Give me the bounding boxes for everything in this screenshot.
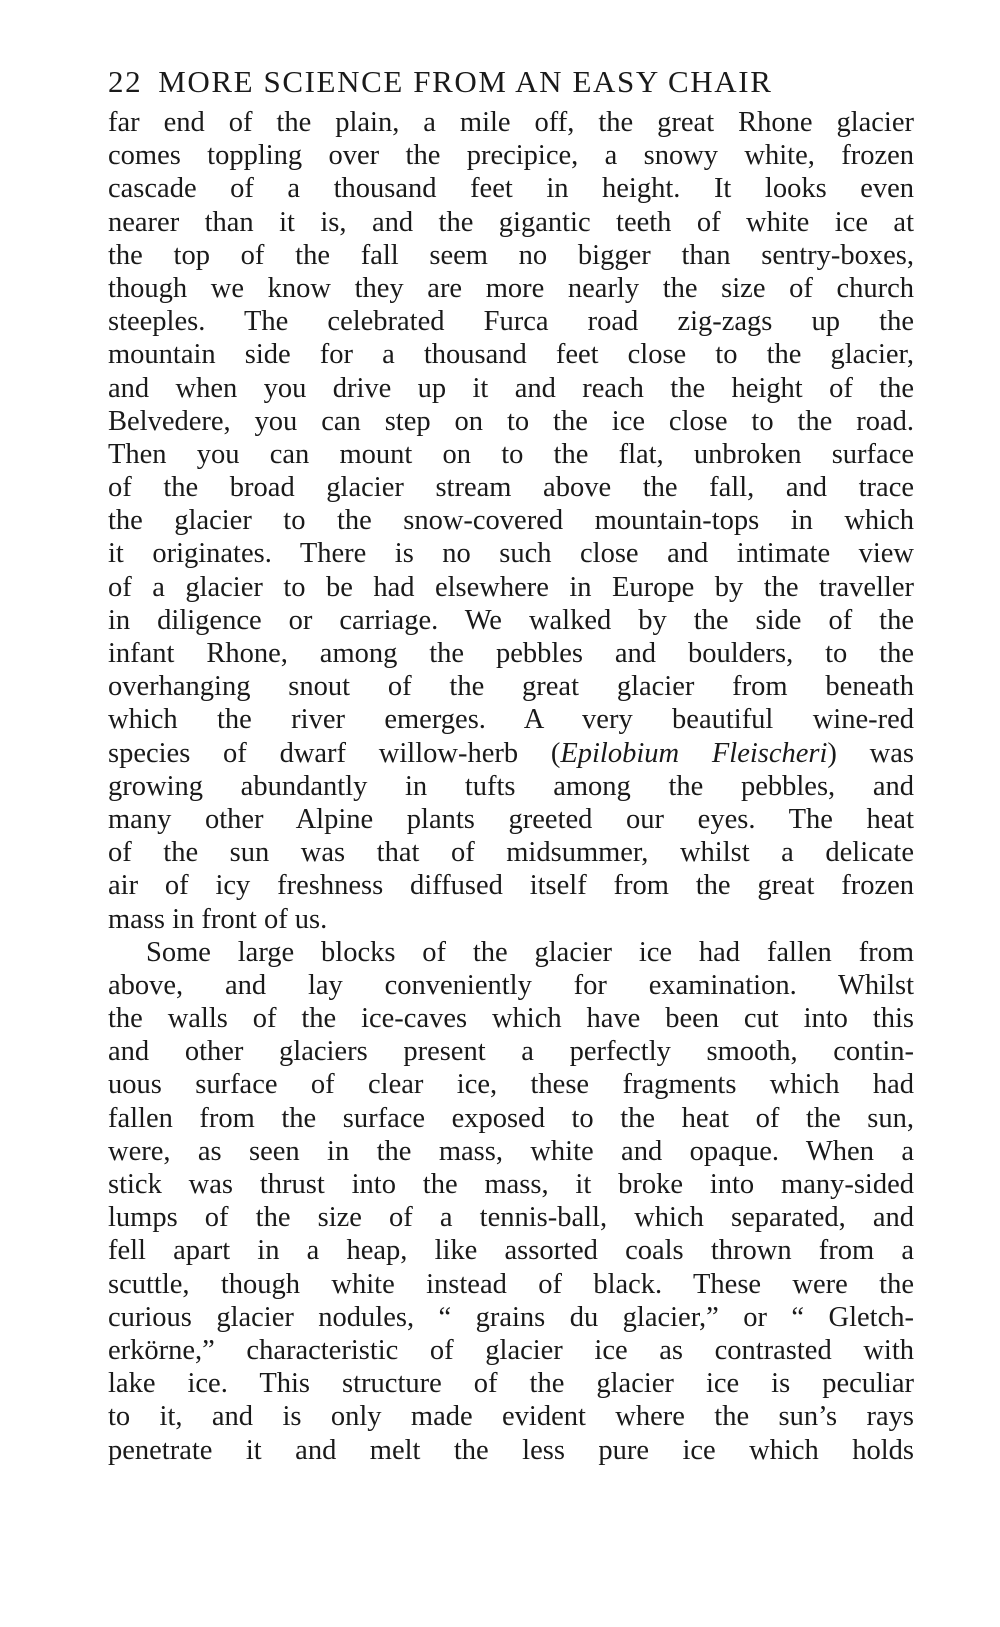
- text-line: above, and lay conveniently for examination. Whilst: [108, 969, 914, 1001]
- text-line: the top of the fall seem no bigger than sentry-boxes,: [108, 239, 914, 271]
- text-line: curious glacier nodules, “ grains du glacier,” or “ Gletch-: [108, 1301, 914, 1333]
- text-line: infant Rhone, among the pebbles and boulders, to the: [108, 638, 914, 669]
- text-line: mountain side for a thousand feet close to the glacier,: [108, 339, 914, 371]
- text-line: air of icy freshness diffused itself from the great frozen: [108, 870, 914, 902]
- paragraph-1: [108, 106, 914, 936]
- paragraph-2: [108, 936, 914, 1467]
- text-run: ) was: [827, 737, 914, 769]
- text-line: were, as seen in the mass, white and opaque. When a: [108, 1135, 914, 1167]
- text-line: far end of the plain, a mile off, the great Rhone glacier: [108, 107, 914, 138]
- text-line: of the broad glacier stream above the fall, and trace: [108, 472, 914, 504]
- text-line: growing abundantly in tufts among the pebbles, and: [108, 770, 914, 802]
- text-line: scuttle, though white instead of black. These were the: [108, 1268, 914, 1300]
- text-line: though we know they are more nearly the size of church: [108, 272, 914, 304]
- text-line: many other Alpine plants greeted our eyes. The heat: [108, 803, 914, 835]
- body-text: [108, 106, 914, 1467]
- text-line: of a glacier to be had elsewhere in Europe by the traveller: [108, 571, 914, 603]
- text-line: and when you drive up it and reach the height of the: [108, 372, 914, 404]
- text-line: mass in front of us.: [108, 903, 328, 935]
- text-line: comes toppling over the precipice, a snowy white, frozen: [108, 140, 914, 172]
- text-line-with-species-name: [108, 737, 914, 770]
- text-line: Some large blocks of the glacier ice had fallen from: [146, 936, 914, 968]
- text-line: the walls of the ice-caves which have been cut into this: [108, 1003, 914, 1035]
- text-line: nearer than it is, and the gigantic teeth of white ice at: [108, 206, 914, 238]
- text-line: erkörne,” characteristic of glacier ice as contrasted with: [108, 1334, 914, 1366]
- text-line: lumps of the size of a tennis-ball, which separated, and: [108, 1202, 914, 1234]
- book-page: [108, 62, 914, 1467]
- text-line: Then you can mount on to the flat, unbroken surface: [108, 438, 914, 470]
- text-line: uous surface of clear ice, these fragments which had: [108, 1069, 914, 1101]
- text-line: it originates. There is no such close and intimate view: [108, 538, 914, 570]
- text-line: of the sun was that of midsummer, whilst a delicate: [108, 837, 914, 869]
- text-line: Belvedere, you can step on to the ice close to the road.: [108, 405, 914, 437]
- text-line: overhanging snout of the great glacier from beneath: [108, 671, 914, 703]
- text-line: the glacier to the snow-covered mountain-tops in which: [108, 505, 914, 537]
- text-line: stick was thrust into the mass, it broke into many-sided: [108, 1169, 914, 1200]
- text-line: fell apart in a heap, like assorted coals thrown from a: [108, 1235, 914, 1267]
- running-title: MORE SCIENCE FROM AN EASY CHAIR: [158, 64, 773, 99]
- running-head: [108, 62, 914, 106]
- text-line: steeples. The celebrated Furca road zig-zags up the: [108, 306, 914, 338]
- text-line: which the river emerges. A very beautiful wine-red: [108, 704, 914, 736]
- page-number: 22: [108, 64, 143, 99]
- text-line: to it, and is only made evident where the sun’s rays: [108, 1401, 914, 1433]
- text-line: lake ice. This structure of the glacier ice is peculiar: [108, 1368, 914, 1400]
- text-line: cascade of a thousand feet in height. It looks even: [108, 173, 914, 205]
- text-run: species of dwarf willow-herb (: [108, 737, 561, 769]
- text-line: and other glaciers present a perfectly smooth, contin-: [108, 1036, 914, 1068]
- text-line: fallen from the surface exposed to the heat of the sun,: [108, 1102, 914, 1134]
- species-name-italic: Epilobium Fleischeri: [560, 737, 828, 769]
- text-line: in diligence or carriage. We walked by the side of the: [108, 604, 914, 636]
- text-line: penetrate it and melt the less pure ice which holds: [108, 1434, 914, 1466]
